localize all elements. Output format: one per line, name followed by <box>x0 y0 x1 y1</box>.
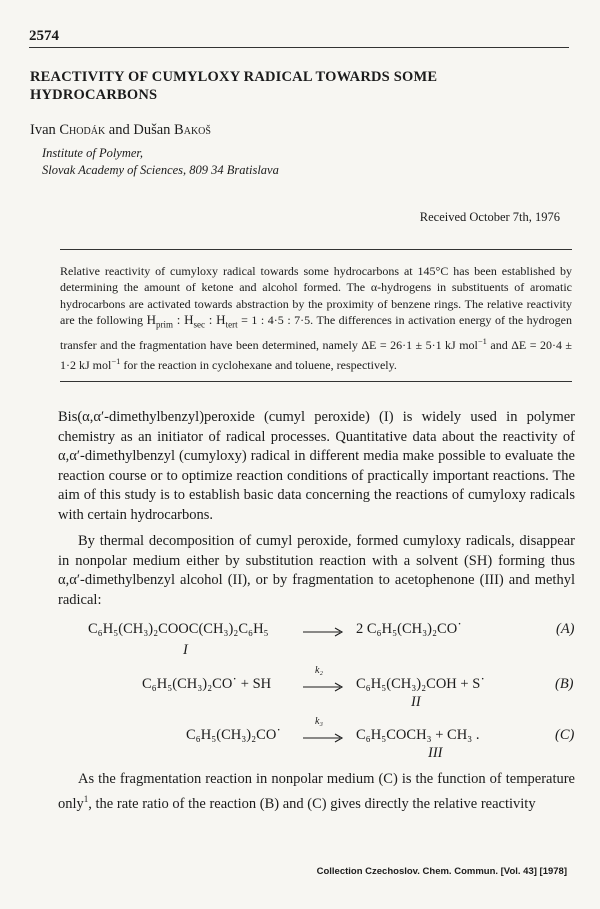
ratio-sub-sec: sec <box>193 319 206 330</box>
exponent-1: −1 <box>477 335 487 346</box>
ratio-h3: : H <box>205 311 226 327</box>
ratio-h2: : H <box>172 311 194 327</box>
rate-constant-k2: k₂ <box>315 665 323 676</box>
equation-c-label: (C) <box>555 727 575 743</box>
header-rule <box>29 47 569 48</box>
abstract-and: and <box>486 337 512 352</box>
paragraph-3 <box>58 770 575 814</box>
equation-b-label: (B) <box>555 676 574 692</box>
ratio-values: = 1 : 4·5 : 7·5. <box>237 312 314 327</box>
equation-a-arrow <box>302 626 344 638</box>
exponent-2: −1 <box>111 355 121 366</box>
paragraph-3-text-b: , the rate ratio of the reaction (B) and (C) gives directly the relative reactivity <box>88 795 536 812</box>
ratio-h1: H <box>146 311 156 327</box>
compound-i-label: I <box>183 642 188 658</box>
equation-b-arrow <box>302 681 344 693</box>
abstract-text-3: for the reaction in cyclohexane and toluene, respectively. <box>120 357 397 372</box>
author1-first: Ivan <box>30 122 56 138</box>
equation-c-left: C₆H₅(CH₃)₂CO˙ <box>186 727 282 743</box>
compound-ii-label: II <box>411 694 421 710</box>
page-number: 2574 <box>29 28 59 44</box>
delta-e-2: ΔE = 20·4 ± 1·2 kJ mol <box>60 337 573 372</box>
compound-iii-label: III <box>428 745 443 761</box>
equation-c-right: C₆H₅COCH₃ + CH₃ . <box>356 727 480 743</box>
authors <box>30 122 211 139</box>
affiliation-line-1: Institute of Polymer, <box>42 146 144 160</box>
title-line-2: HYDROCARBONS <box>30 87 158 103</box>
abstract <box>60 263 572 373</box>
reference-1: 1 <box>83 793 89 804</box>
abstract-top-rule <box>60 249 572 250</box>
article-title <box>30 68 560 104</box>
rate-constant-k3: k₃ <box>315 716 323 727</box>
title-line-1: REACTIVITY OF CUMYLOXY RADICAL TOWARDS SOME <box>30 69 438 85</box>
ratio-sub-tert: tert <box>225 319 238 330</box>
equation-b-left: C₆H₅(CH₃)₂CO˙ + SH <box>142 676 272 692</box>
paragraph-3-text-a: As the fragmentation reaction in nonpolar medium (C) is the function of temperature only <box>58 771 575 812</box>
equation-a-left: C₆H₅(CH₃)₂COOC(CH₃)₂C₆H₅ <box>88 621 269 637</box>
received-date: Received October 7th, 1976 <box>419 210 560 224</box>
paragraph-2: By thermal decomposition of cumyl peroxide, formed cumyloxy radicals, disappear in nonpolar medium either by substitution reaction with a solvent (SH) forming thus α,α′-dimethylbenzyl alcohol (II), or by fragmentation to acetophenone (III) and methyl radical: <box>58 533 575 608</box>
equation-a-right: 2 C₆H₅(CH₃)₂CO˙ <box>356 621 463 637</box>
abstract-text-1: Relative reactivity of cumyloxy radical towards some hydrocarbons at 145°C has been established by determining the amount of ketone and alcohol formed. The α-hydrogens in substituents of aromatic hydrocarbons are activated towards abstraction by the proximity of benzene rings. The relative reactivity are the following <box>60 264 572 327</box>
ratio-sub-prim: prim <box>155 319 173 330</box>
paragraph-1: Bis(α,α′-dimethylbenzyl)peroxide (cumyl peroxide) (I) is widely used in polymer chemistry as an initiator of radical processes. Quantitative data about the reactivity of α,α′-dimethylbenzyl (cumyloxy) radical in different media make possible to evaluate the reaction course or to optimize reaction conditions of practically important reactions. The aim of this study is to establish basic data concerning the reactions of cumyloxy radicals with certain hydrocarbons. <box>58 409 575 523</box>
journal-footer: Collection Czechoslov. Chem. Commun. [Vol. 43] [1978] <box>316 866 567 877</box>
author2-first: Dušan <box>133 122 171 138</box>
abstract-text-2: The differences in activation energy of the hydrogen transfer and the fragmentation have been determined, namely <box>60 312 572 352</box>
abstract-bottom-rule <box>60 381 572 382</box>
equation-a-label: (A) <box>556 621 575 637</box>
equation-c-arrow <box>302 732 344 744</box>
affiliation-line-2: Slovak Academy of Sciences, 809 34 Bratislava <box>42 163 279 177</box>
author2-last: Bakoš <box>174 122 211 138</box>
author1-last: Chodák <box>59 122 106 138</box>
equation-b-right: C₆H₅(CH₃)₂COH + S˙ <box>356 676 486 692</box>
delta-e-1: ΔE = 26·1 ± 5·1 kJ mol <box>361 337 478 352</box>
authors-and: and <box>108 122 130 138</box>
